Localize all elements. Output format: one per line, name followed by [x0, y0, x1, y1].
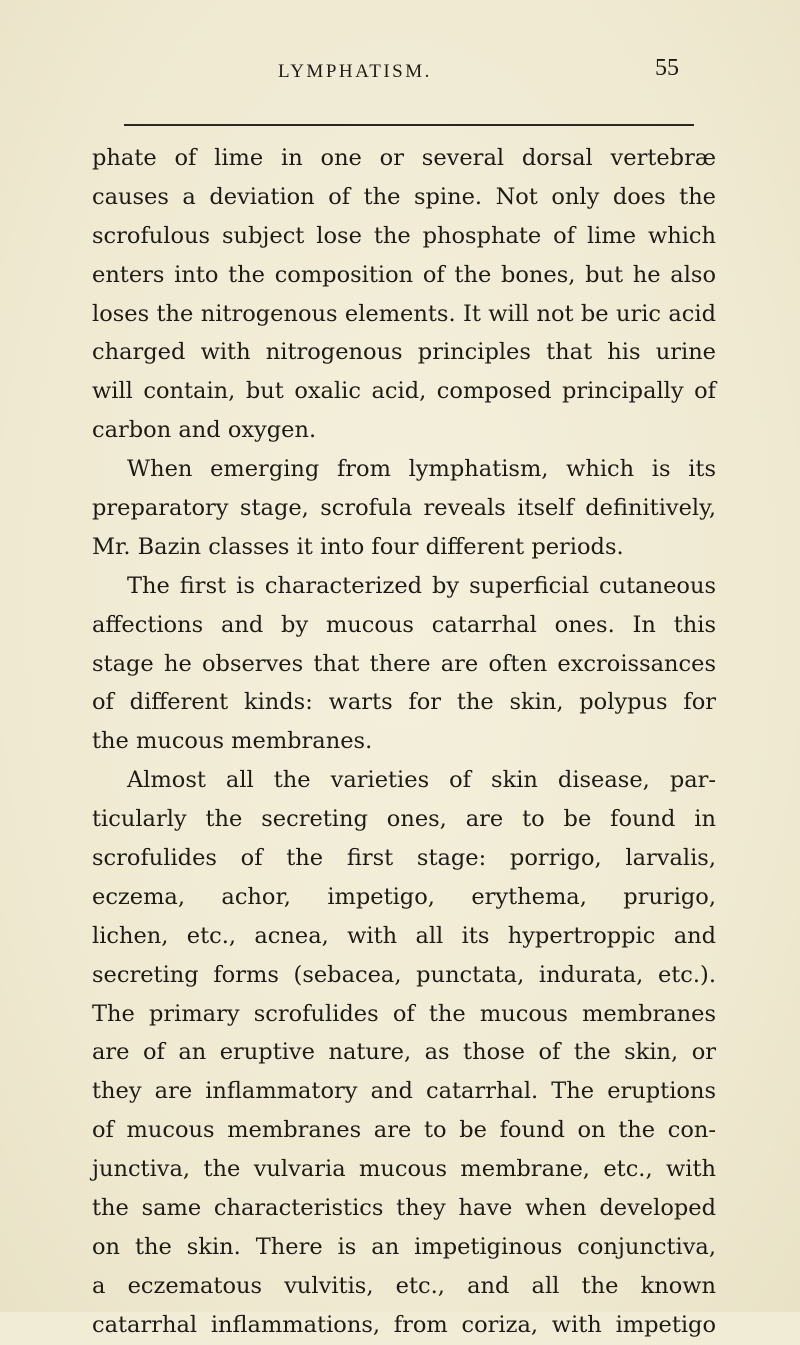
- text-line: junctiva, the vulvaria mucous membrane, etc., with: [92, 1156, 716, 1183]
- text-line: Almost all the varieties of skin disease, par-: [127, 767, 716, 794]
- text-line: are of an eruptive nature, as those of the skin, or: [92, 1039, 716, 1066]
- text-line: of different kinds: warts for the skin, polypus for: [92, 689, 716, 716]
- text-line: lichen, etc., acnea, with all its hypertroppic and: [92, 922, 716, 949]
- text-line: enters into the composition of the bones, but he also: [92, 261, 716, 288]
- text-line: eczema, achor, impetigo, erythema, prurigo,: [92, 883, 716, 910]
- text-line: secreting forms (sebacea, punctata, indurata, etc.).: [92, 961, 716, 988]
- text-line: on the skin. There is an impetiginous conjunctiva,: [92, 1233, 716, 1260]
- text-line: phate of lime in one or several dorsal vertebræ: [92, 145, 716, 171]
- text-line: charged with nitrogenous principles that his urine: [92, 339, 716, 366]
- text-line: ticularly the secreting ones, are to be found in: [92, 806, 716, 833]
- text-line: The primary scrofulides of the mucous membranes: [92, 1000, 716, 1027]
- text-line: they are inflammatory and catarrhal. The eruptions: [92, 1078, 716, 1105]
- text-line: scrofulides of the first stage: porrigo, larvalis,: [92, 845, 716, 872]
- text-line: the mucous membranes.: [92, 728, 373, 755]
- text-line: Mr. Bazin classes it into four different periods.: [92, 533, 624, 560]
- text-line: loses the nitrogenous elements. It will not be uric acid: [92, 300, 716, 327]
- text-line: a eczematous vulvitis, etc., and all the known: [92, 1272, 716, 1299]
- header-rule: [124, 124, 694, 126]
- text-line: catarrhal inflammations, from coriza, with impetigo: [92, 1311, 716, 1338]
- text-line: carbon and oxygen.: [92, 417, 317, 444]
- body-text: [92, 139, 716, 1345]
- page-number: 55: [655, 55, 679, 81]
- running-title: LYMPHATISM.: [278, 61, 432, 82]
- page-header: [0, 55, 800, 95]
- text-line: will contain, but oxalic acid, composed principally of: [92, 378, 716, 405]
- text-line: When emerging from lymphatism, which is its: [127, 456, 716, 483]
- text-line: causes a deviation of the spine. Not only does the: [92, 183, 716, 210]
- text-line: of mucous membranes are to be found on the con-: [92, 1117, 716, 1144]
- text-line: stage he observes that there are often excroissances: [92, 650, 716, 677]
- text-line: the same characteristics they have when developed: [92, 1195, 716, 1222]
- text-line: preparatory stage, scrofula reveals itself definitively,: [92, 495, 716, 522]
- text-line: affections and by mucous catarrhal ones. In this: [92, 611, 716, 638]
- text-line: The first is characterized by superficial cutaneous: [127, 572, 716, 599]
- text-line: scrofulous subject lose the phosphate of lime which: [92, 222, 716, 249]
